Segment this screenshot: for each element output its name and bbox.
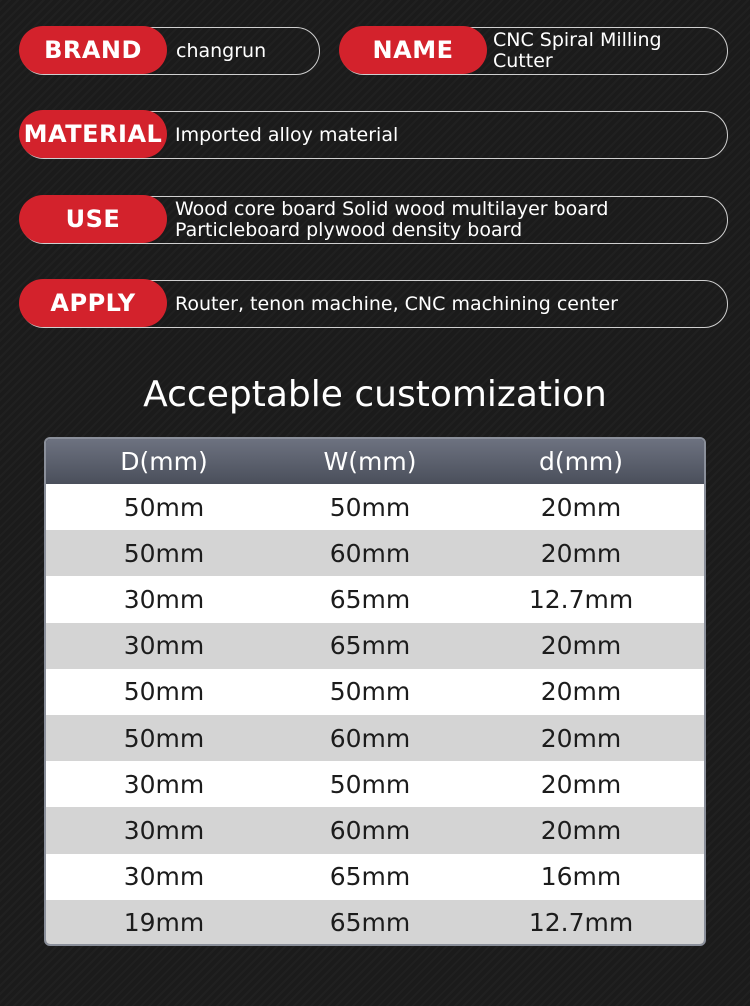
table-cell: 50mm: [329, 769, 411, 799]
spec-use: [20, 196, 728, 244]
spec-name-label: NAME: [339, 26, 487, 74]
table-cell: 50mm: [329, 492, 411, 522]
spec-material-value-line: Imported alloy material: [175, 123, 399, 146]
table-cell: 65mm: [329, 908, 411, 938]
table-cell: 30mm: [123, 815, 205, 845]
spec-apply-value: [175, 281, 717, 327]
table-cell: 30mm: [123, 631, 205, 661]
table-cell: 65mm: [329, 862, 411, 892]
table-row: [46, 576, 704, 622]
table-cell: 20mm: [540, 677, 622, 707]
table-cell: 30mm: [123, 584, 205, 614]
spec-brand-label: BRAND: [19, 26, 167, 74]
header-cell: d(mm): [538, 447, 624, 476]
table-row: [46, 761, 704, 807]
table-cell: 60mm: [329, 538, 411, 568]
table-cell: 60mm: [329, 723, 411, 753]
spec-material-label: MATERIAL: [19, 110, 167, 158]
spec-use-label: USE: [19, 195, 167, 243]
spec-apply: [20, 280, 728, 328]
table-cell: 50mm: [123, 677, 205, 707]
table-row: [46, 854, 704, 900]
table-header: [46, 439, 704, 484]
table-cell: 50mm: [329, 677, 411, 707]
table-cell: 65mm: [329, 631, 411, 661]
spec-apply-value-line: Router, tenon machine, CNC machining center: [175, 292, 618, 315]
table-row: [46, 900, 704, 946]
table-cell: 60mm: [329, 815, 411, 845]
spec-use-value: [175, 197, 717, 243]
table-cell: 16mm: [540, 862, 622, 892]
table-row: [46, 530, 704, 576]
table-cell: 20mm: [540, 723, 622, 753]
table-body: [46, 484, 704, 946]
table-cell: 20mm: [540, 538, 622, 568]
spec-name-value-line: Cutter: [493, 50, 553, 72]
section-title: Acceptable customization: [143, 374, 607, 415]
spec-name-value-line: CNC Spiral Milling: [493, 29, 662, 51]
table-cell: 30mm: [123, 769, 205, 799]
customization-table: [44, 437, 706, 946]
spec-brand-value: [176, 28, 311, 74]
spec-brand-value-line: changrun: [176, 39, 267, 62]
table-cell: 50mm: [123, 723, 205, 753]
table-cell: 19mm: [123, 908, 205, 938]
table-row: [46, 669, 704, 715]
spec-material-value: [175, 112, 717, 158]
table-cell: 65mm: [329, 584, 411, 614]
table-row: [46, 484, 704, 530]
table-cell: 20mm: [540, 769, 622, 799]
table-cell: 50mm: [123, 492, 205, 522]
spec-material: [20, 111, 728, 159]
spec-name: [340, 27, 728, 75]
header-cell: D(mm): [120, 447, 208, 476]
spec-brand: [20, 27, 320, 75]
table-cell: 12.7mm: [528, 584, 634, 614]
table-row: [46, 623, 704, 669]
spec-use-value-line: Particleboard plywood density board: [175, 219, 523, 241]
table-cell: 20mm: [540, 492, 622, 522]
spec-name-value: [493, 28, 719, 74]
spec-apply-label: APPLY: [19, 279, 167, 327]
table-cell: 30mm: [123, 862, 205, 892]
spec-use-value-line: Wood core board Solid wood multilayer board: [175, 198, 609, 220]
table-row: [46, 715, 704, 761]
header-cell: W(mm): [323, 447, 417, 476]
table-row: [46, 807, 704, 853]
table-cell: 50mm: [123, 538, 205, 568]
table-cell: 20mm: [540, 815, 622, 845]
table-cell: 12.7mm: [528, 908, 634, 938]
table-cell: 20mm: [540, 631, 622, 661]
